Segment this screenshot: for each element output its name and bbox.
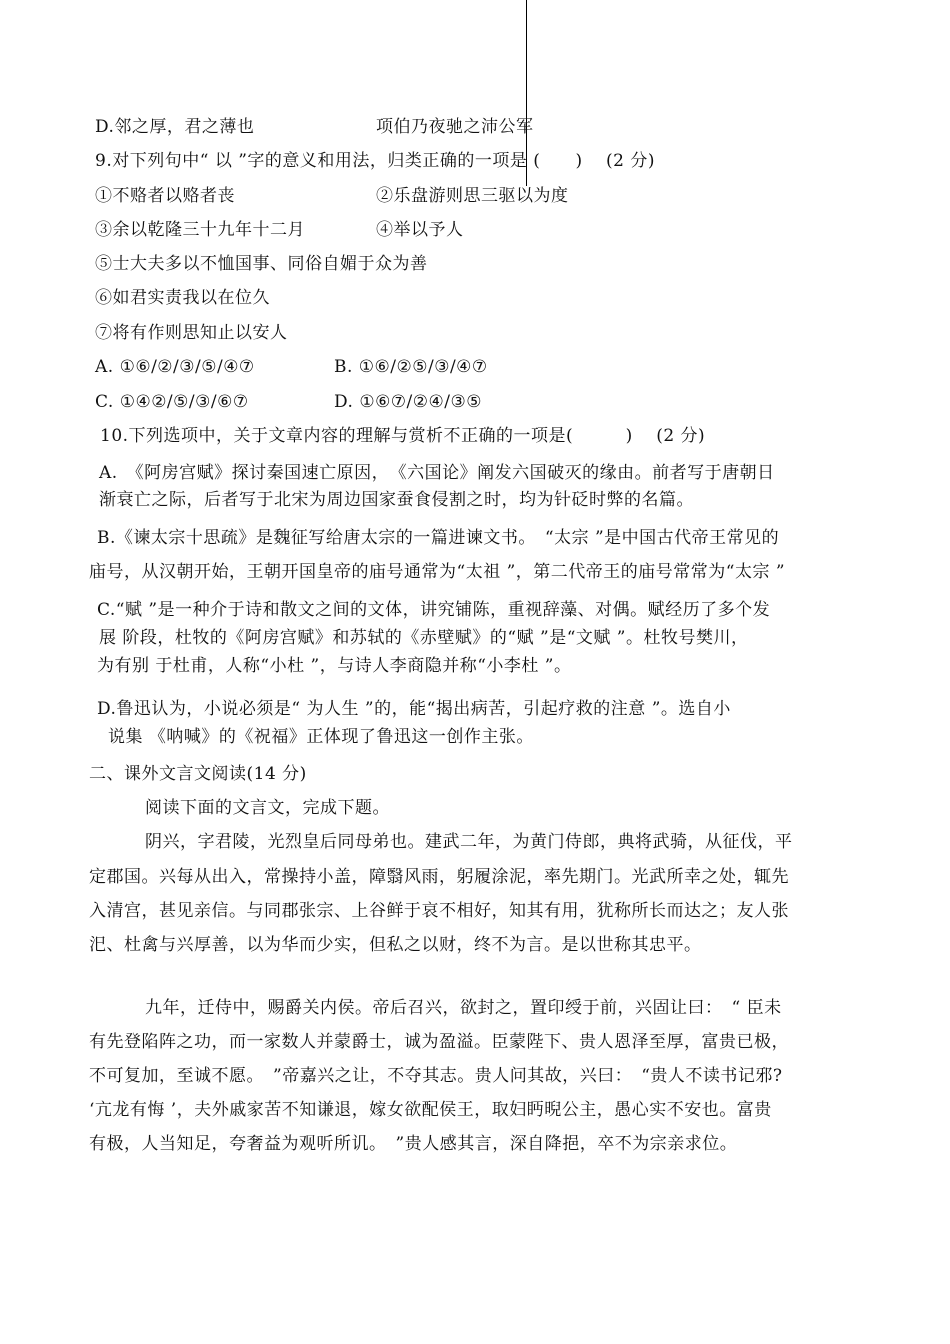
q9-sentence-3: ③余以乾隆三十九年十二月: [95, 220, 305, 240]
q10-option-a-line2: 渐衰亡之际，后者写于北宋为周边国家蚕食侵割之时，均为针砭时弊的名篇。: [99, 490, 694, 510]
q10-option-c-line3: 为有别 于杜甫，人称“小杜 ”，与诗人李商隐并称“小李杜 ”。: [97, 656, 572, 676]
q8-option-d-left: D.邻之厚，君之薄也: [95, 117, 255, 137]
section-2-heading: 二、课外文言文阅读(14 分): [89, 764, 307, 784]
passage-p1-line4: 汜、杜禽与兴厚善，以为华而少实，但私之以财，终不为言。是以世称其忠平。: [89, 935, 702, 955]
q10-option-b-line2: 庙号，从汉朝开始，王朝开国皇帝的庙号通常为“太祖 ”，第二代帝王的庙号常常为“太宗 ”: [89, 562, 786, 582]
passage-p2-line3: 不可复加，至诚不愿。 ”帝嘉兴之让，不夺其志。贵人问其故，兴曰： “贵人不读书记邪?: [89, 1066, 783, 1086]
q10-option-d-line2: 说集 《呐喊》的《祝福》正体现了鲁迅这一创作主张。: [108, 727, 534, 747]
q10-option-a-line1: A. 《阿房宫赋》探讨秦国速亡原因， 《六国论》阐发六国破灭的缘由。前者写于唐朝日: [99, 463, 775, 483]
question-9-stem: 9.对下列句中“ 以 ”字的意义和用法，归类正确的一项是 ( ) (2 分): [95, 151, 655, 171]
q9-option-d: D. ①⑥⑦/②④/③⑤: [334, 392, 482, 412]
question-10-stem: 10.下列选项中，关于文章内容的理解与赏析不正确的一项是( ) (2 分): [100, 426, 706, 446]
q10-option-c-line1: C.“赋 ”是一种介于诗和散文之间的文体，讲究铺陈，重视辞藻、对偶。赋经历了多个发: [97, 600, 771, 620]
q10-option-c-line2: 展 阶段，杜牧的《阿房宫赋》和苏轼的《赤壁赋》的“赋 ”是“文赋 ”。杜牧号樊川，: [99, 628, 749, 648]
q9-sentence-7: ⑦将有作则思知止以安人: [95, 323, 288, 343]
q9-option-a: A. ①⑥/②/③/⑤/④⑦: [95, 357, 255, 377]
passage-p2-line5: 有极，人当知足，夸奢益为观听所讥。 ”贵人感其言，深自降挹，卒不为宗亲求位。: [89, 1134, 738, 1154]
q9-option-b: B. ①⑥/②⑤/③/④⑦: [334, 357, 488, 377]
passage-p2-line2: 有先登陷阵之功，而一家数人并蒙爵士，诚为盈溢。臣蒙陛下、贵人恩泽至厚，富贵已极，: [89, 1032, 789, 1052]
q10-option-d-line1: D.鲁迅认为，小说必须是“ 为人生 ”的，能“揭出病苦，引起疗救的注意 ”。选自小: [97, 699, 731, 719]
passage-p1-line2: 定郡国。兴每从出入，常操持小盖，障翳风雨，躬履涂泥，率先期门。光武所幸之处，辄先: [89, 867, 789, 887]
q9-sentence-1: ①不赂者以赂者丧: [95, 186, 235, 206]
q9-sentence-4: ④举以予人: [376, 220, 464, 240]
q8-option-d-right: 项伯乃夜驰之沛公军: [376, 117, 534, 137]
passage-p2-line1: 九年，迁侍中，赐爵关内侯。帝后召兴，欲封之，置印绶于前，兴固让曰： “ 臣未: [145, 998, 782, 1018]
q10-option-b-line1: B.《谏太宗十思疏》是魏征写给唐太宗的一篇进谏文书。 “太宗 ”是中国古代帝王常见的: [97, 528, 780, 548]
reading-instruction: 阅读下面的文言文，完成下题。: [145, 798, 390, 818]
q9-sentence-6: ⑥如君实责我以在位久: [95, 288, 270, 308]
passage-p2-line4: ‘亢龙有悔 ’，夫外戚家苦不知谦退，嫁女欲配侯王，取妇眄晲公主，愚心实不安也。富贵: [89, 1100, 772, 1120]
q9-option-c: C. ①④②/⑤/③/⑥⑦: [95, 392, 249, 412]
q9-sentence-2: ②乐盘游则思三驱以为度: [376, 186, 569, 206]
passage-p1-line3: 入清宫，甚见亲信。与同郡张宗、上谷鲜于哀不相好，知其有用，犹称所长而达之；友人张: [89, 901, 789, 921]
passage-p1-line1: 阴兴，字君陵，光烈皇后同母弟也。建武二年，为黄门侍郎，典将武骑，从征伐，平: [145, 832, 793, 852]
q9-sentence-5: ⑤士大夫多以不恤国事、同俗自媚于众为善: [95, 254, 428, 274]
